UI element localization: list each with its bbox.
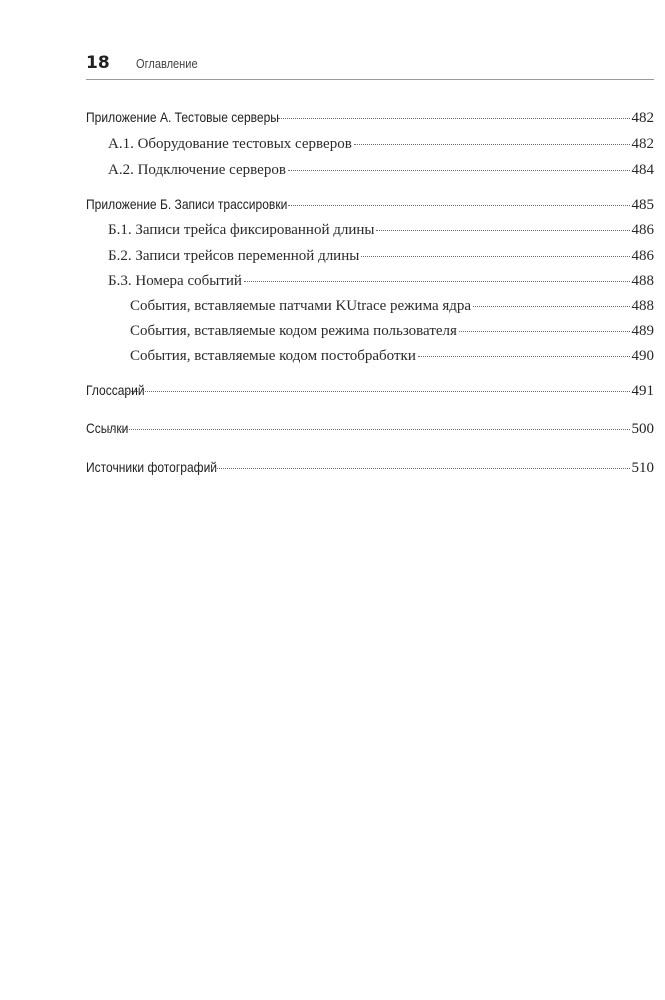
dot-leader — [459, 331, 630, 332]
dot-leader — [103, 429, 629, 430]
toc-entry-page: 485 — [631, 197, 654, 213]
page-header — [86, 52, 654, 78]
toc-entry-title: Б.1. Записи трейса фиксированной длины — [108, 222, 375, 238]
dot-leader — [473, 306, 629, 307]
toc-entry-page: 486 — [631, 248, 654, 264]
toc-entry-title: Б.3. Номера событий — [108, 273, 242, 289]
dot-leader — [376, 230, 629, 231]
toc-entry-page: 489 — [631, 323, 654, 339]
toc-entry-page: 490 — [631, 348, 654, 364]
toc-entry-postproc-events[interactable] — [86, 345, 654, 367]
toc-entry-b1[interactable] — [86, 219, 654, 241]
header-divider — [86, 79, 654, 80]
dot-leader — [361, 256, 629, 257]
dot-leader — [288, 205, 629, 206]
toc-entry-appendix-b[interactable] — [86, 193, 654, 215]
toc-entry-page: 488 — [631, 298, 654, 314]
running-title: Оглавление — [136, 56, 198, 71]
toc-entry-title: События, вставляемые кодом постобработки — [130, 348, 416, 364]
toc-entry-title: А.2. Подключение серверов — [108, 162, 286, 178]
toc-entry-photo-sources[interactable] — [86, 456, 654, 478]
toc-entry-page: 488 — [631, 273, 654, 289]
dot-leader — [122, 391, 629, 392]
dot-leader — [418, 356, 630, 357]
toc-entry-title: Б.2. Записи трейсов переменной длины — [108, 248, 360, 264]
toc-entry-title: Ссылки — [86, 420, 129, 436]
toc-entry-title: События, вставляемые кодом режима пользователя — [130, 323, 457, 339]
toc-entry-title: Приложение А. Тестовые серверы — [86, 109, 279, 125]
dot-leader — [206, 468, 629, 469]
toc-entry-page: 500 — [631, 421, 654, 437]
toc-entry-glossary[interactable] — [86, 379, 654, 401]
toc-entry-appendix-a[interactable] — [86, 106, 654, 128]
dot-leader — [278, 118, 629, 119]
toc-entry-page: 510 — [631, 460, 654, 476]
toc-entry-title: События, вставляемые патчами KUtrace режима ядра — [130, 298, 472, 314]
page-number: 18 — [86, 53, 110, 73]
dot-leader — [244, 281, 630, 282]
toc-entry-page: 491 — [631, 383, 654, 399]
toc-entry-page: 484 — [631, 162, 654, 178]
toc-entry-kernel-events[interactable] — [86, 295, 654, 317]
toc-entry-page: 482 — [631, 136, 654, 152]
dot-leader — [288, 170, 630, 171]
toc-entry-b2[interactable] — [86, 245, 654, 267]
toc-entry-title: Приложение Б. Записи трассировки — [86, 196, 288, 212]
toc-entry-page: 482 — [631, 110, 654, 126]
toc-entry-page: 486 — [631, 222, 654, 238]
toc-entry-title: Глоссарий — [86, 382, 145, 398]
toc-entry-user-events[interactable] — [86, 320, 654, 342]
toc-entry-a1[interactable] — [86, 133, 654, 155]
toc-entry-title: Источники фотографий — [86, 459, 218, 475]
toc-entry-b3[interactable] — [86, 270, 654, 292]
toc-entry-title: А.1. Оборудование тестовых серверов — [108, 136, 352, 152]
toc-entry-a2[interactable] — [86, 159, 654, 181]
toc-entry-references[interactable] — [86, 417, 654, 439]
dot-leader — [354, 144, 630, 145]
